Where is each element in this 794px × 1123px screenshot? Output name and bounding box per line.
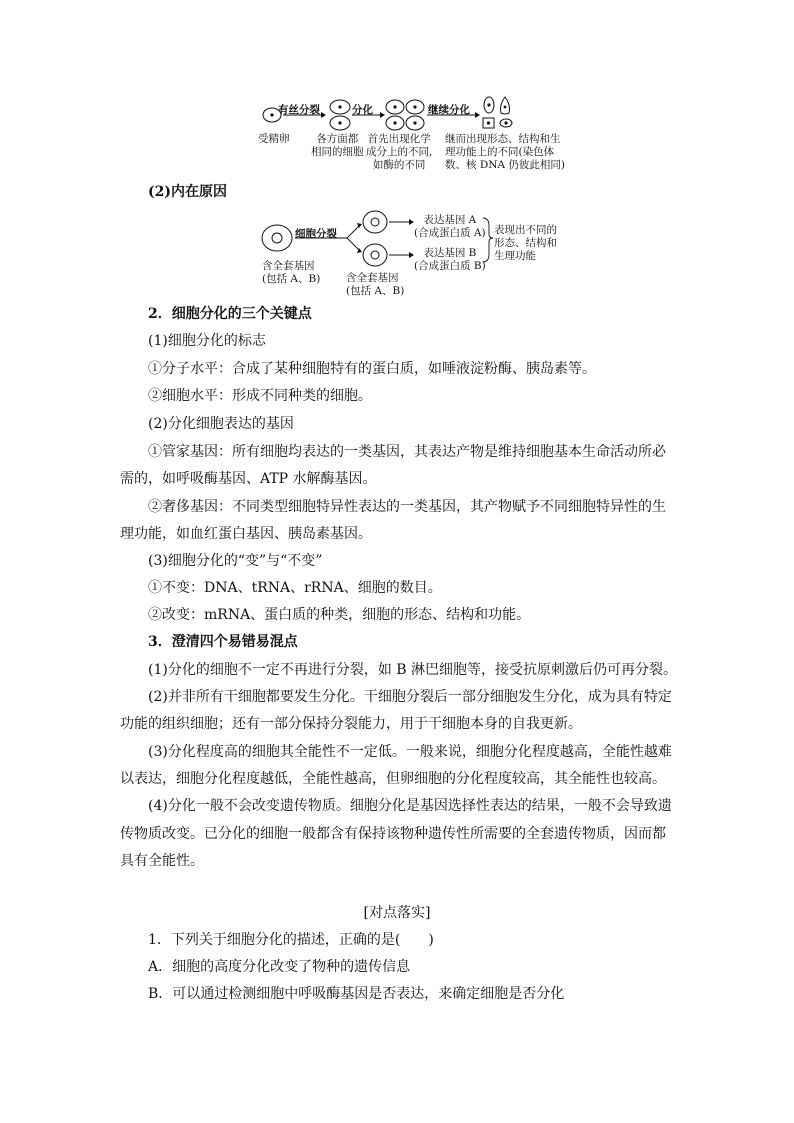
arrow-label-mitosis: 有丝分裂 [278,104,320,116]
label-zygote: 受精卵 [258,133,290,145]
sec2-3-heading: (3)细胞分化的“变”与“不变” [148,553,323,569]
arrow-label-cell-division: 细胞分裂 [295,228,337,240]
sec2-1-cellular: ②细胞水平：形成不同种类的细胞。 [148,388,372,404]
question-1-option-b: B．可以通过检测细胞中呼吸酶基因是否表达，来确定细胞是否分化 [148,986,565,1002]
section-internal-cause: (2)内在原因 [148,184,227,200]
sec2-2-luxury-2: 理功能，如血红蛋白基因、胰岛素基因。 [120,526,372,542]
sec2-3-unchanged: ①不变：DNA、tRNA、rRNA、细胞的数目。 [148,580,442,596]
question-1: 1．下列关于细胞分化的描述，正确的是( ) [148,932,434,948]
section-3-title: 3．澄清四个易错易混点 [148,634,298,650]
parent-cell [262,225,292,251]
sec3-point-2-line1: (2)并非所有干细胞都要发生分化。干细胞分裂后一部分细胞发生分化，成为具有特定 [148,689,672,705]
label-parent-genes: 含全套基因 (包括 A、B) [262,260,321,285]
sec2-2-luxury-1: ②奢侈基因：不同类型细胞特异性表达的一类基因，其产物赋予不同细胞特异性的生 [148,499,666,515]
specialized-cells [483,97,512,128]
sec3-point-2-line2: 功能的组织细胞；还有一部分保持分裂能力，用于干细胞本身的自我更新。 [120,716,582,732]
chemically-different-cells [386,100,424,130]
sec2-1-heading: (1)细胞分化的标志 [148,333,266,349]
section-2-title: 2．细胞分化的三个关键点 [148,306,312,322]
sec3-point-4-line2: 传物质改变。已分化的细胞一般都含有保持该物种遗传性所需要的全套遗传物质，因而都 [120,826,666,842]
sec3-point-4-line1: (4)分化一般不会改变遗传物质。细胞分化是基因选择性表达的结果，一般不会导致遗 [148,798,672,814]
label-morphological-difference: 继而出现形态、结构和生 理功能上的不同(染色体 数、核 DNA 仍彼此相同) [445,133,565,171]
practice-header: [对点落实] [363,905,431,921]
daughter-cell-a [363,211,387,233]
sec3-point-3-line1: (3)分化程度高的细胞其全能性不一定低。一般来说，细胞分化程度越高，全能性越难 [148,744,672,760]
sec2-2-housekeeping-1: ①管家基因：所有细胞均表达的一类基因，其表达产物是维持细胞基本生命活动所必 [148,444,666,460]
sec3-point-4-line3: 具有全能性。 [120,853,204,869]
arrow-label-further: 继续分化 [428,104,470,116]
label-identical-cells: 各方面都 相同的细胞 [311,133,364,158]
sec2-2-housekeeping-2: 需的，如呼吸酶基因、ATP 水解酶基因。 [120,471,377,487]
arrow-label-differentiation: 分化 [352,104,373,116]
label-express-gene-b: 表达基因 B (合成蛋白质 B) [414,247,486,272]
label-result: 表现出不同的 形态、结构和 生理功能 [494,224,557,262]
sec3-point-3-line2: 以表达，细胞分化程度越低，全能性越高，但卵细胞的分化程度较高，其全能性也较高。 [120,771,666,787]
identical-cells [330,100,350,130]
question-1-option-a: A．细胞的高度分化改变了物种的遗传信息 [148,959,411,975]
sec2-2-heading: (2)分化细胞表达的基因 [148,416,294,432]
sec2-3-changed: ②改变：mRNA、蛋白质的种类，细胞的形态、结构和功能。 [148,607,531,623]
label-daughter-genes: 含全套基因 (包括 A、B) [346,272,405,297]
label-chemical-difference: 首先出现化学 成分上的不同, 如酶的不同 [366,133,433,171]
label-express-gene-a: 表达基因 A (合成蛋白质 A) [414,214,486,239]
daughter-cell-b [363,244,387,266]
sec3-point-1: (1)分化的细胞不一定不再进行分裂，如 B 淋巴细胞等，接受抗原刺激后仍可再分裂。 [148,662,678,678]
sec2-1-molecular: ①分子水平：合成了某种细胞特有的蛋白质，如唾液淀粉酶、胰岛素等。 [148,361,596,377]
